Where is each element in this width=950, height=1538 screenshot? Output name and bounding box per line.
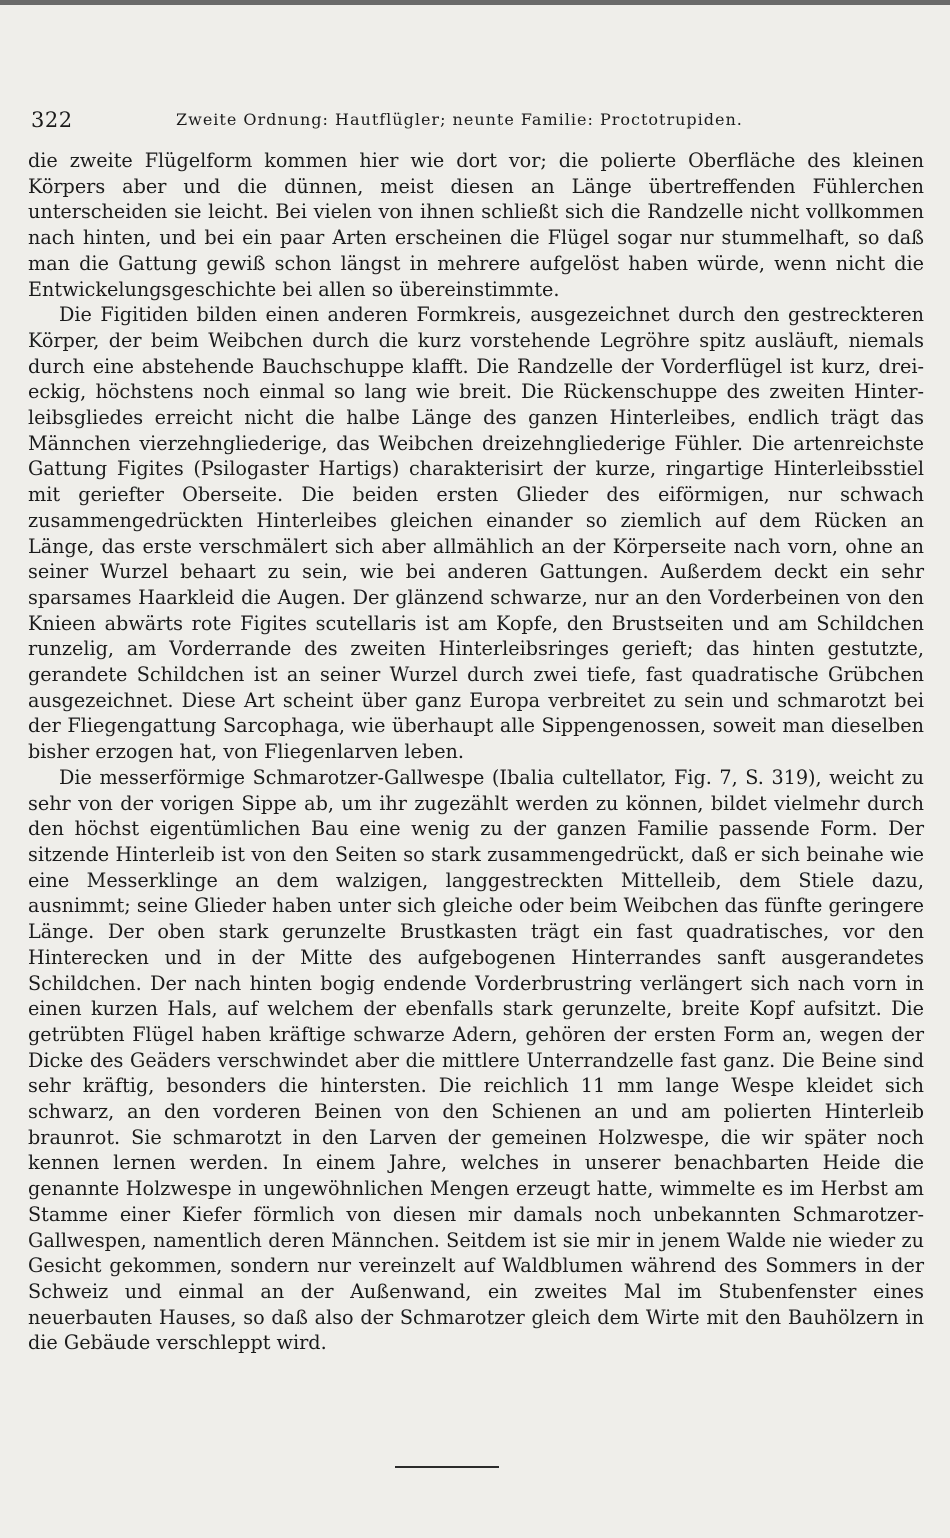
footer-rule (395, 1466, 499, 1468)
paragraph-figitiden: Die Figitiden bilden einen anderen Formkreis, ausgezeichnet durch den gestreckteren Körper, der beim Weibchen durch die kurz vorstehende Legröhre spitz ausläuft, niemals durch eine abstehende Bauchschuppe klafft. Die Randzelle der Vorderflügel ist kurz, dreieckig, höchstens noch einmal so lang wie breit. Die Rückenschuppe des zweiten Hinterleibsgliedes erreicht nicht die halbe Länge des ganzen Hinterleibes, endlich trägt das Männchen vierzehngliederige, das Weibchen dreizehngliederige Fühler. Die artenreichste Gattung Figites (Psilogaster Hartigs) charakterisirt der kurze, ringartige Hinterleibsstiel mit geriefter Oberseite. Die beiden ersten Glieder des eiförmigen, nur schwach zusammengedrückten Hinterleibes gleichen einander so ziemlich auf dem Rücken an Länge, das erste verschmälert sich aber allmählich an der Körperseite nach vorn, ohne an seiner Wurzel behaart zu sein, wie bei anderen Gattungen. Außerdem deckt ein sehr sparsames Haarkleid die Augen. Der glänzend schwarze, nur an den Vorderbeinen von den Knieen abwärts rote Figites scutellaris ist am Kopfe, den Brustseiten und am Schildchen runzelig, am Vorderrande des zweiten Hinterleibsringes gerieft; das hinten gestutzte, gerandete Schildchen ist an seiner Wurzel durch zwei tiefe, fast quadratische Grübchen ausgezeichnet. Diese Art scheint über ganz Europa verbreitet zu sein und schmarotzt bei der Fliegengattung Sarcophaga, wie überhaupt alle Sippengenossen, soweit man dieselben bisher erzogen hat, von Fliegenlarven leben. (28, 303, 924, 764)
paragraph-continuation: die zweite Flügelform kommen hier wie dort vor; die polierte Oberfläche des kleinen Körpers aber und die dünnen, meist diesen an Länge übertreffenden Fühlerchen unterscheiden sie leicht. Bei vielen von ihnen schließt sich die Randzelle nicht vollkommen nach hinten, und bei ein paar Arten erscheinen die Flügel sogar nur stummelhaft, so daß man die Gattung gewiß schon längst in mehrere aufgelöst haben würde, wenn nicht die Entwickelungsgeschichte bei allen so übereinstimmte. (28, 149, 924, 301)
running-title: Zweite Ordnung: Hautflügler; neunte Familie: Proctotrupiden. (176, 110, 743, 129)
paragraph-ibalia: Die messerförmige Schmarotzer-Gallwespe (Ibalia cultellator, Fig. 7, S. 319), weicht zu sehr von der vorigen Sippe ab, um ihr zugezählt werden zu können, bildet vielmehr durch den höchst eigentümlichen Bau eine wenig zu der ganzen Familie passende Form. Der sitzende Hinterleib ist von den Seiten so stark zusammengedrückt, daß er sich beinahe wie eine Messerklinge an dem walzigen, langgestreckten Mittelleib, dem Stiele dazu, ausnimmt; seine Glieder haben unter sich gleiche oder beim Weibchen das fünfte geringere Länge. Der oben stark gerunzelte Brustkasten trägt ein fast quadratisches, vor den Hinterecken und in der Mitte des aufgebogenen Hinterrandes sanft ausgerandetes Schildchen. Der nach hinten bogig endende Vorderbrustring verlängert sich nach vorn in einen kurzen Hals, auf welchem der ebenfalls stark gerunzelte, breite Kopf aufsitzt. Die getrübten Flügel haben kräftige schwarze Adern, gehören der ersten Form an, wegen der Dicke des Geäders verschwindet aber die mittlere Unterrandzelle fast ganz. Die Beine sind sehr kräftig, besonders die hintersten. Die reichlich 11 mm lange Wespe kleidet sich schwarz, an den vorderen Beinen von den Schienen an und am polierten Hinterleib braunrot. Sie schmarotzt in den Larven der gemeinen Holzwespe, die wir später noch kennen lernen werden. In einem Jahre, welches in unserer benachbarten Heide die genannte Holzwespe in ungewöhnlichen Mengen erzeugt hatte, wimmelte es im Herbst am Stamme einer Kiefer förmlich von diesen mir damals noch unbekannten Schmarotzer-Gallwespen, namentlich deren Männchen. Seitdem ist sie mir in jenem Walde nie wieder zu Gesicht gekommen, sondern nur vereinzelt auf Waldblumen während des Sommers in der Schweiz und einmal an der Außenwand, ein zweites Mal im Stubenfenster eines neuerbauten Hauses, so daß also der Schmarotzer gleich dem Wirte mit den Bauhölzern in die Gebäude verschleppt wird. (28, 765, 924, 1355)
page-number: 322 (31, 108, 73, 132)
page-top-edge (0, 0, 950, 5)
page-header (28, 108, 918, 138)
body-text (28, 148, 924, 1356)
